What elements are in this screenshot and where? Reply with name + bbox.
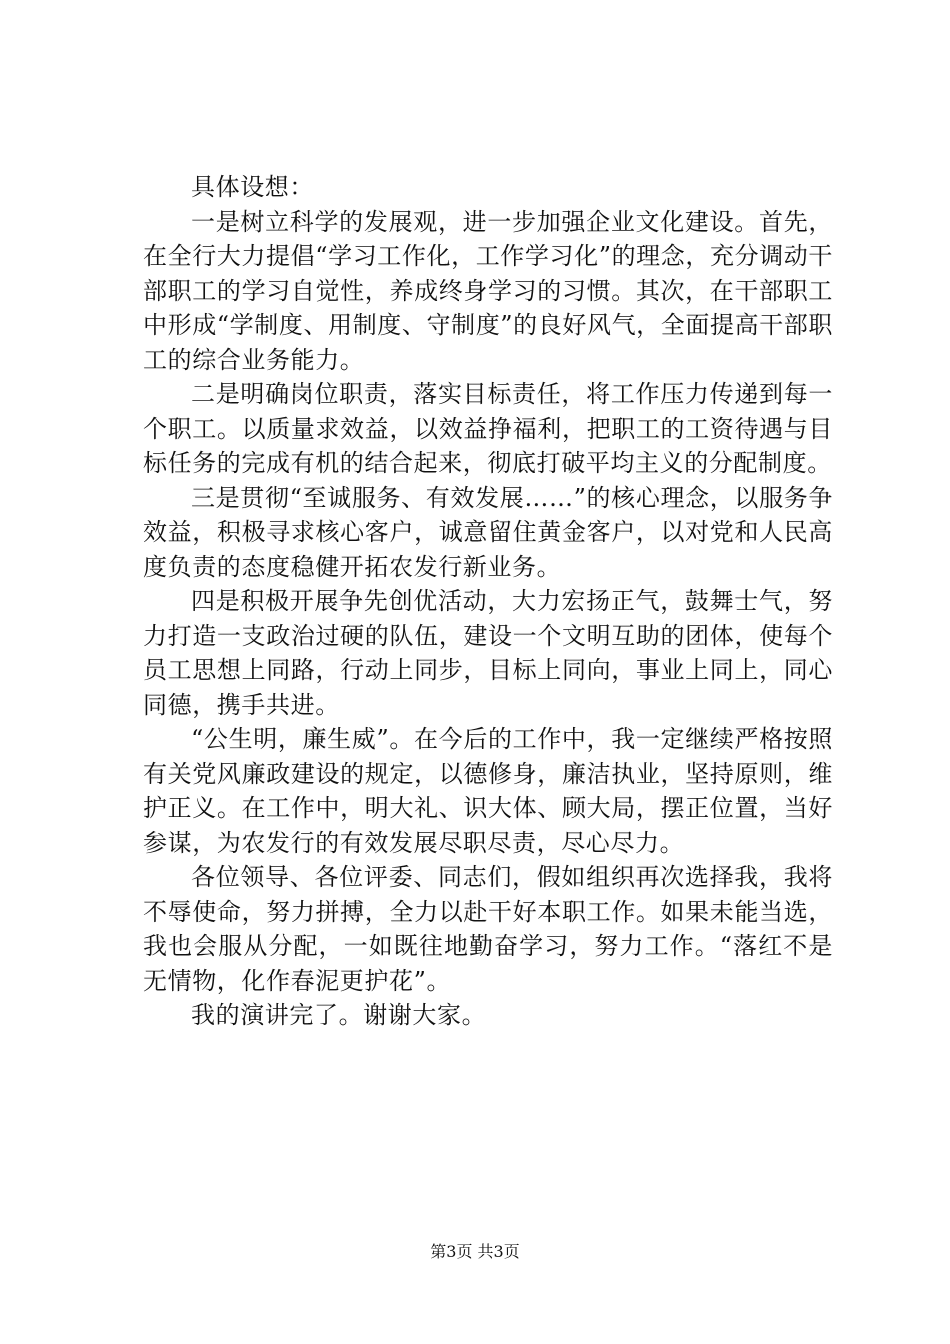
- paragraph-thanks: 我的演讲完了。谢谢大家。: [191, 1001, 487, 1029]
- paragraph-closing: 各位领导、各位评委、同志们，假如组织再次选择我，我将不辱使命，努力拼搏，全力以赴干好本职工作。如果未能当选，我也会服从分配，一如既往地勤奋学习，努力工作。“落红不是无情物，化作春泥更护花”。: [143, 863, 833, 995]
- document-body: [143, 170, 833, 1033]
- paragraph-point-two: 二是明确岗位职责，落实目标责任，将工作压力传递到每一个职工。以质量求效益，以效益挣福利，把职工的工资待遇与目标任务的完成有机的结合起来，彻底打破平均主义的分配制度。: [143, 380, 833, 477]
- paragraph-point-three: 三是贯彻“至诚服务、有效发展……”的核心理念，以服务争效益，积极寻求核心客户，诚意留住黄金客户，以对党和人民高度负责的态度稳健开拓农发行新业务。: [143, 483, 833, 581]
- paragraph-integrity: “公生明，廉生威”。在今后的工作中，我一定继续严格按照有关党风廉政建设的规定，以德修身，廉洁执业，坚持原则，维护正义。在工作中，明大礼、识大体、顾大局，摆正位置，当好参谋，为农发行的有效发展尽职尽责，尽心尽力。: [143, 725, 833, 857]
- paragraph-intro: 具体设想：: [191, 173, 314, 201]
- paragraph-point-one: 一是树立科学的发展观，进一步加强企业文化建设。首先，在全行大力提倡“学习工作化，工作学习化”的理念，充分调动干部职工的学习自觉性，养成终身学习的习惯。其次，在干部职工中形成“学制度、用制度、守制度”的良好风气，全面提高干部职工的综合业务能力。: [143, 207, 833, 374]
- paragraph-point-four: 四是积极开展争先创优活动，大力宏扬正气，鼓舞士气，努力打造一支政治过硬的队伍，建设一个文明互助的团体，使每个员工思想上同路，行动上同步，目标上同向，事业上同上，同心同德，携手共进。: [143, 587, 833, 719]
- page-number-footer: 第3页 共3页: [430, 1242, 520, 1261]
